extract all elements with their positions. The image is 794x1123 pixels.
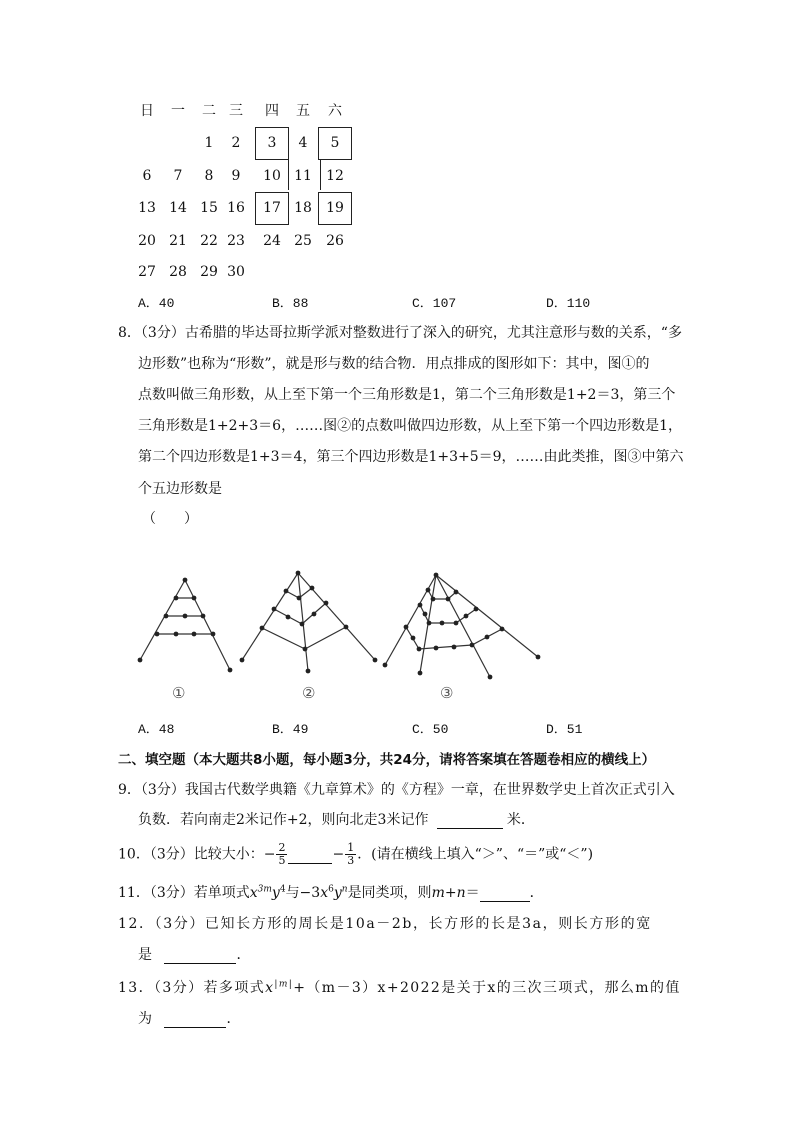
q11-y: y [271,885,280,901]
weekday-0: 日 [140,103,154,119]
q12-line1: 12．（3分）已知长方形的周长是10a－2b，长方形的长是3a，则长方形的宽 [118,916,652,932]
calendar-day: 2 [231,135,241,151]
figure-triangle-number [140,580,230,670]
q11-x: x [249,885,258,901]
calendar-day: 25 [294,233,312,249]
weekday-3: 三 [229,103,243,119]
calendar-day: 4 [298,135,308,151]
calendar-day: 20 [138,233,156,249]
q10-fraction-2 [345,842,356,867]
calendar-day: 17 [263,200,281,216]
q8-line-4: 三角形数是1+2+3＝6，……图②的点数叫做四边形数，从上至下第一个四边形数是1， [138,418,682,434]
q12-answer-blank[interactable] [164,947,236,964]
question-11 [118,882,544,902]
calendar-day: 24 [263,233,281,249]
q13-line2 [138,1008,240,1028]
q13-prefix: 13．（3分）若多项式 [118,980,266,996]
q10-minus: − [332,846,345,863]
q8-line-5: 第二个四边形数是1+3＝4，第三个四边形数是1+3+5＝9，……由此类推，图③中第六 [138,449,684,465]
figure-label-3: ③ [440,684,454,702]
q11-x2: x [320,885,329,901]
q10-f2-num: 1 [347,841,355,854]
option-C[interactable]: C．50 [412,722,449,737]
q10-answer-blank[interactable] [288,847,332,864]
weekday-1: 一 [171,103,185,119]
calendar-day: 19 [326,200,344,216]
q10-f2-den: 3 [347,854,355,867]
calendar-day: 27 [138,264,156,280]
q8-answer-paren: （ ） [142,511,198,527]
q11-y2: y [333,885,342,901]
calendar-box [255,192,289,225]
q11-eq: ＝ [465,885,480,901]
q12-line2 [138,944,250,964]
section-2-heading: 二、填空题（本大题共8小题，每小题3分，共24分，请将答案填在答题卷相应的横线上） [118,752,656,768]
option-D[interactable]: D．51 [546,722,583,737]
figure-label-1: ① [172,684,186,702]
option-A[interactable]: A．48 [138,722,175,737]
q9-text: 负数．若向南走2米记作+2，则向北走3米记作 [138,812,429,828]
q8-line-3: 点数叫做三角形数，从上至下第一个三角形数是1，第二个三角形数是1+2＝3，第三个 [138,387,676,403]
q8-line-2: 边形数”也称为“形数”，就是形与数的结合物．用点排成的图形如下：其中，图①的 [138,356,650,372]
calendar-box [255,127,289,160]
q11-end: ． [529,885,544,901]
polygonal-number-figures [130,565,550,710]
calendar-day: 28 [169,264,187,280]
figure-square-number [242,573,375,671]
q11-mid: 与−3 [285,885,321,901]
calendar-day: 29 [200,264,218,280]
q11-exp-1: 3m [257,884,272,895]
calendar-day: 10 [263,168,281,184]
calendar-day: 3 [267,135,277,151]
weekday-6: 六 [328,103,342,119]
q10-f1-den: 5 [278,854,286,867]
calendar-day: 16 [227,200,245,216]
calendar-day: 21 [169,233,187,249]
q11-tail: 是同类项，则 [347,885,432,901]
q11-prefix: 11．（3分）若单项式 [118,885,250,901]
calendar-day: 1 [204,135,214,151]
calendar-day: 23 [227,233,245,249]
calendar-box [318,192,352,225]
calendar-day: 30 [227,264,245,280]
calendar-day: 18 [294,200,312,216]
calendar-day: 26 [326,233,344,249]
figure-pentagon-dots [383,573,541,680]
question-13 [118,977,681,997]
calendar-day: 8 [204,168,214,184]
option-B[interactable]: B．88 [272,296,309,311]
calendar-day: 22 [200,233,218,249]
calendar-day: 11 [294,168,312,184]
figure-label-2: ② [302,684,316,702]
calendar-day: 13 [138,200,156,216]
q13-mid: +（m－3）x+2022是关于x的三次三项式，那么m的值 [293,980,681,996]
q12-text: 是 [138,947,152,963]
calendar-day: 7 [173,168,183,184]
q8-line-6: 个五边形数是 [138,481,222,497]
q11-exp-2: 4 [279,884,286,895]
figure-square-dots [240,571,378,674]
q13-exp: |m| [274,979,294,990]
q11-exp-3: 6 [328,884,334,895]
q12-end: ． [236,947,251,963]
q9-unit: 米． [506,812,535,828]
calendar-day: 5 [330,135,340,151]
q11-mn: m+n [431,885,466,901]
q13-answer-blank[interactable] [164,1011,226,1028]
calendar-day: 15 [200,200,218,216]
q9-line1: 9．（3分）我国古代数学典籍《九章算术》的《方程》一章，在世界数学史上首次正式引入 [118,782,675,798]
q13-end: ． [226,1011,241,1027]
q9-line2 [138,809,535,829]
q8-line-1: 8．（3分）古希腊的毕达哥拉斯学派对整数进行了深入的研究，尤其注意形与数的关系，“多 [118,325,682,341]
figure-triangle-dots [138,578,233,673]
weekday-2: 二 [202,103,216,119]
calendar-day: 9 [231,168,241,184]
weekday-4: 四 [265,103,279,119]
q11-answer-blank[interactable] [480,885,530,902]
option-B[interactable]: B．49 [272,722,309,737]
option-D[interactable]: D．110 [546,296,591,311]
q10-f1-num: 2 [278,841,286,854]
calendar-day: 14 [169,200,187,216]
q13-x: x [265,980,275,996]
q13-text: 为 [138,1011,152,1027]
weekday-5: 五 [296,103,310,119]
option-A[interactable]: A．40 [138,296,175,311]
q10-prefix: 10．（3分）比较大小：− [118,846,276,863]
calendar-column-frame [288,160,321,190]
q10-fraction-1 [276,842,287,867]
calendar-day: 12 [326,168,344,184]
q9-answer-blank[interactable] [437,812,503,829]
option-C[interactable]: C．107 [412,296,457,311]
q10-suffix: ．(请在横线上填入“＞”、“＝”或“＜”) [357,846,594,863]
question-10 [118,842,593,867]
calendar-day: 6 [142,168,152,184]
calendar-box [318,127,352,160]
q11-exp-4: n [341,884,348,895]
